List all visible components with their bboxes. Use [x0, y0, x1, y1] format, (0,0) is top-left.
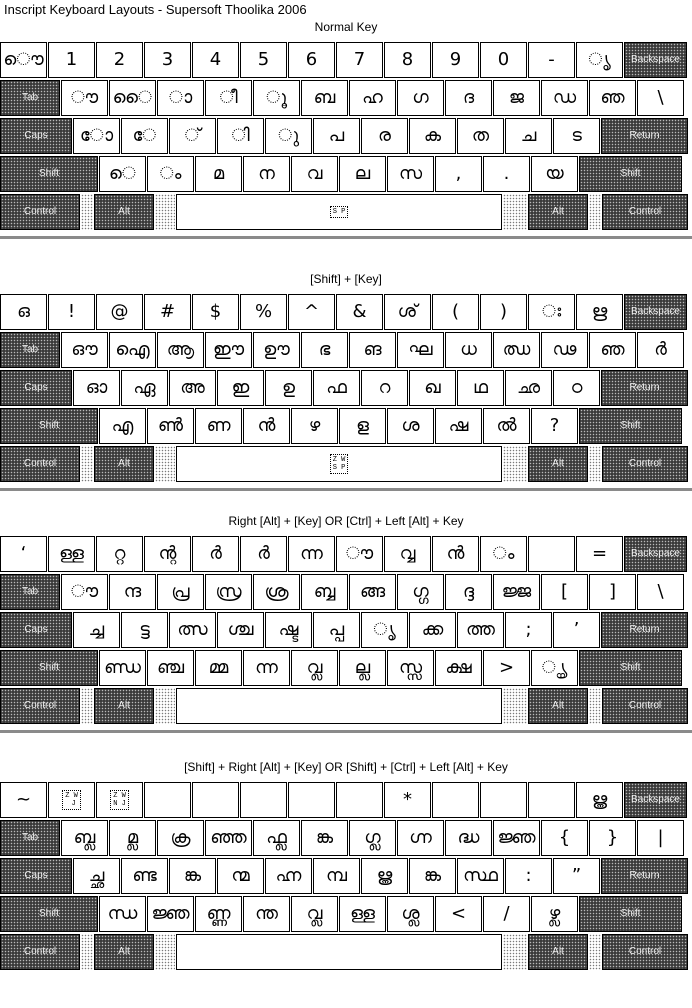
key-gap	[503, 934, 527, 970]
key-bottom-row[interactable]: ഴ	[291, 408, 338, 444]
key-home-row[interactable]: ത്സ	[169, 612, 216, 648]
key-top-row[interactable]: ]	[589, 574, 636, 610]
key-home-row[interactable]: ക്ക	[409, 612, 456, 648]
key-bottom-row[interactable]: മ്മ	[195, 650, 242, 686]
key-number-row[interactable]: റ്റ	[96, 536, 143, 572]
key-bottom-row[interactable]: ഞ്ച	[147, 650, 194, 686]
key-home-row[interactable]: ക	[409, 118, 456, 154]
key-home-row[interactable]: ഉ	[265, 370, 312, 406]
key-bottom-row[interactable]: ?	[531, 408, 578, 444]
caps-lock-key[interactable]: Caps	[0, 370, 72, 406]
key-number-row[interactable]: 2	[96, 42, 143, 78]
key-gap	[503, 446, 527, 482]
space-bar[interactable]	[176, 194, 502, 230]
left-shift-key[interactable]: Shift	[0, 896, 98, 932]
key-top-row[interactable]: |	[637, 820, 684, 856]
left-control-key[interactable]: Control	[0, 194, 80, 230]
key-number-row[interactable]: ം	[480, 536, 527, 572]
right-shift-key[interactable]: Shift	[579, 408, 682, 444]
key-gap	[155, 446, 175, 482]
key-row	[0, 782, 688, 818]
left-shift-key[interactable]: Shift	[0, 650, 98, 686]
key-bottom-row[interactable]: ശ്ല	[387, 896, 434, 932]
key-number-row[interactable]: &	[336, 294, 383, 330]
caps-lock-key[interactable]: Caps	[0, 612, 72, 648]
key-number-row[interactable]	[48, 782, 95, 818]
key-number-row[interactable]: ൻ	[432, 536, 479, 572]
key-number-row[interactable]: ർ	[240, 536, 287, 572]
key-bottom-row[interactable]: ഷ	[435, 408, 482, 444]
key-number-row[interactable]: ൌ	[0, 42, 47, 78]
tab-key[interactable]: Tab	[0, 80, 60, 116]
key-home-row[interactable]: സ്ഥ	[457, 858, 504, 894]
key-number-row[interactable]: 5	[240, 42, 287, 78]
key-home-row[interactable]: ഠ	[553, 370, 600, 406]
key-top-row[interactable]: ഞ	[589, 80, 636, 116]
key-number-row[interactable]: )	[480, 294, 527, 330]
key-row	[0, 194, 689, 230]
key-top-row[interactable]: പ്ര	[157, 574, 204, 610]
key-number-row[interactable]: -	[528, 42, 575, 78]
key-home-row[interactable]: മ്പ	[313, 858, 360, 894]
key-home-row[interactable]: ്	[169, 118, 216, 154]
space-bar[interactable]	[176, 934, 502, 970]
left-shift-key[interactable]: Shift	[0, 408, 98, 444]
key-home-row[interactable]: ”	[553, 858, 600, 894]
return-key[interactable]: Return	[601, 858, 688, 894]
right-alt-key[interactable]: Alt	[528, 446, 588, 482]
key-bottom-row[interactable]: ന്ധ	[99, 896, 146, 932]
key-bottom-row[interactable]: സ്സ	[387, 650, 434, 686]
key-bottom-row[interactable]: ല	[339, 156, 386, 192]
key-home-row[interactable]: ൃ	[361, 612, 408, 648]
tab-key[interactable]: Tab	[0, 820, 60, 856]
key-home-row[interactable]: അ	[169, 370, 216, 406]
key-number-row[interactable]: $	[192, 294, 239, 330]
key-home-row[interactable]: ഖ	[409, 370, 456, 406]
left-alt-key[interactable]: Alt	[94, 688, 154, 724]
return-key[interactable]: Return	[601, 612, 688, 648]
left-shift-key[interactable]: Shift	[0, 156, 98, 192]
key-bottom-row[interactable]: എ	[99, 408, 146, 444]
key-gap	[589, 688, 601, 724]
key-top-row[interactable]: ഫ്ല	[253, 820, 300, 856]
key-top-row[interactable]: ഡ	[541, 80, 588, 116]
key-home-row[interactable]: റ	[361, 370, 408, 406]
key-home-row[interactable]: ന്മ	[217, 858, 264, 894]
key-row	[0, 446, 689, 482]
key-number-row[interactable]: 6	[288, 42, 335, 78]
key-gap	[155, 688, 175, 724]
key-row	[0, 612, 689, 648]
key-bottom-row[interactable]: ം	[147, 156, 194, 192]
key-top-row[interactable]: ൗ	[61, 80, 108, 116]
key-row	[0, 408, 683, 444]
key-number-row[interactable]: ന്ന	[288, 536, 335, 572]
key-number-row[interactable]	[288, 782, 335, 818]
key-bottom-row[interactable]: വ്ല	[291, 896, 338, 932]
key-gap	[81, 446, 93, 482]
section-title: [Shift] + Right [Alt] + [Key] OR [Shift] + [Ctrl] + Left [Alt] + Key	[184, 760, 508, 774]
key-bottom-row[interactable]: ണ്ണ	[195, 896, 242, 932]
key-top-row[interactable]: ബ	[301, 80, 348, 116]
space-bar[interactable]	[176, 446, 502, 482]
key-number-row[interactable]: ഋ	[576, 294, 623, 330]
key-home-row[interactable]: ി	[217, 118, 264, 154]
key-top-row[interactable]: ക്ര	[157, 820, 204, 856]
key-gap	[81, 688, 93, 724]
key-top-row[interactable]: ഢ	[541, 332, 588, 368]
key-top-row[interactable]: ബ്ബ	[301, 574, 348, 610]
key-home-row[interactable]: ച്ഛ	[73, 858, 120, 894]
key-top-row[interactable]: ആ	[157, 332, 204, 368]
right-control-key[interactable]: Control	[602, 446, 688, 482]
key-home-row[interactable]: പ്പ	[313, 612, 360, 648]
key-number-row[interactable]: @	[96, 294, 143, 330]
space-marker: Z W S P	[330, 454, 349, 474]
key-top-row[interactable]: ജ	[493, 80, 540, 116]
key-row	[0, 42, 688, 78]
key-bottom-row[interactable]: ള്ള	[339, 896, 386, 932]
key-bottom-row[interactable]: വ	[291, 156, 338, 192]
key-top-row[interactable]: ൗ	[61, 574, 108, 610]
key-top-row[interactable]: ന്ദ	[109, 574, 156, 610]
key-top-row[interactable]: സ്ര	[205, 574, 252, 610]
key-bottom-row[interactable]: ൻ	[243, 408, 290, 444]
key-top-row[interactable]: ഔ	[61, 332, 108, 368]
key-top-row[interactable]: ഞ്ഞ	[205, 820, 252, 856]
key-number-row[interactable]: #	[144, 294, 191, 330]
key-number-row[interactable]	[336, 782, 383, 818]
tab-key[interactable]: Tab	[0, 332, 60, 368]
key-top-row[interactable]: ഗ	[397, 80, 444, 116]
section-title: Right [Alt] + [Key] OR [Ctrl] + Left [Alt] + Key	[228, 514, 464, 528]
key-top-row[interactable]: ഭ	[301, 332, 348, 368]
key-number-row[interactable]: !	[48, 294, 95, 330]
key-bottom-row[interactable]: യ	[531, 156, 578, 192]
key-row	[0, 896, 683, 932]
key-top-row[interactable]: ഹ	[349, 80, 396, 116]
key-home-row[interactable]: ത്ത	[457, 612, 504, 648]
key-row	[0, 156, 683, 192]
key-home-row[interactable]: ങ്ക	[409, 858, 456, 894]
key-bottom-row[interactable]: /	[483, 896, 530, 932]
key-home-row[interactable]: ണ്ട	[121, 858, 168, 894]
key-gap	[155, 194, 175, 230]
key-home-row[interactable]: ;	[505, 612, 552, 648]
key-bottom-row[interactable]: ന	[243, 156, 290, 192]
backspace-key[interactable]: Backspace	[624, 42, 687, 78]
left-control-key[interactable]: Control	[0, 688, 80, 724]
key-gap	[503, 194, 527, 230]
key-home-row[interactable]: േ	[121, 118, 168, 154]
key-number-row[interactable]: 3	[144, 42, 191, 78]
key-top-row[interactable]: ഐ	[109, 332, 156, 368]
right-control-key[interactable]: Control	[602, 688, 688, 724]
key-top-row[interactable]: ങ	[349, 332, 396, 368]
section-divider	[0, 730, 692, 733]
key-home-row[interactable]: ഷ്ട	[265, 612, 312, 648]
key-home-row[interactable]: ഫ	[313, 370, 360, 406]
key-bottom-row[interactable]: .	[483, 156, 530, 192]
key-number-row[interactable]: ൃ	[576, 42, 623, 78]
page-title: Inscript Keyboard Layouts - Supersoft Thoolika 2006	[4, 2, 307, 17]
key-number-row[interactable]: ~	[0, 782, 47, 818]
key-home-row[interactable]: ത	[457, 118, 504, 154]
key-number-row[interactable]: ഒ	[0, 294, 47, 330]
key-top-row[interactable]: ഗ്ന	[397, 820, 444, 856]
key-gap	[589, 446, 601, 482]
key-number-row[interactable]: ന്റ	[144, 536, 191, 572]
key-top-row[interactable]: ഘ	[397, 332, 444, 368]
key-home-row[interactable]: ൠ	[361, 858, 408, 894]
key-top-row[interactable]: ങ്ങ	[349, 574, 396, 610]
key-number-row[interactable]: ള്ള	[48, 536, 95, 572]
right-shift-key[interactable]: Shift	[579, 650, 682, 686]
key-bottom-row[interactable]: ണ്ഡ	[99, 650, 146, 686]
key-top-row[interactable]: ദ്ദ	[445, 574, 492, 610]
key-home-row[interactable]: ഏ	[121, 370, 168, 406]
key-top-row[interactable]: \	[637, 80, 684, 116]
key-bottom-row[interactable]: ൄ	[531, 650, 578, 686]
key-top-row[interactable]: മ്ല	[109, 820, 156, 856]
key-top-row[interactable]: ജ്ജ	[493, 574, 540, 610]
key-top-row[interactable]: ദ	[445, 80, 492, 116]
key-top-row[interactable]: [	[541, 574, 588, 610]
key-row	[0, 332, 685, 368]
key-home-row[interactable]: ു	[265, 118, 312, 154]
key-bottom-row[interactable]: ൺ	[147, 408, 194, 444]
key-bottom-row[interactable]: ശ	[387, 408, 434, 444]
key-number-row[interactable]: 4	[192, 42, 239, 78]
key-home-row[interactable]: ട	[553, 118, 600, 154]
right-control-key[interactable]: Control	[602, 934, 688, 970]
section-title: [Shift] + [Key]	[310, 272, 382, 286]
left-control-key[interactable]: Control	[0, 934, 80, 970]
key-bottom-row[interactable]: ണ	[195, 408, 242, 444]
key-number-row[interactable]: 7	[336, 42, 383, 78]
section-title: Normal Key	[314, 20, 378, 34]
zero-width-marker: Z W N J	[110, 790, 129, 810]
key-bottom-row[interactable]: <	[435, 896, 482, 932]
key-home-row[interactable]: പ	[313, 118, 360, 154]
key-number-row[interactable]: ൠ	[576, 782, 623, 818]
key-top-row[interactable]: ഗ്ഗ	[397, 574, 444, 610]
key-bottom-row[interactable]: ന്ന	[243, 650, 290, 686]
caps-lock-key[interactable]: Caps	[0, 118, 72, 154]
right-shift-key[interactable]: Shift	[579, 156, 682, 192]
backspace-key[interactable]: Backspace	[624, 536, 687, 572]
key-number-row[interactable]	[96, 782, 143, 818]
key-home-row[interactable]: :	[505, 858, 552, 894]
key-bottom-row[interactable]: െ	[99, 156, 146, 192]
key-home-row[interactable]: ച	[505, 118, 552, 154]
key-home-row[interactable]: ട്ട	[121, 612, 168, 648]
right-control-key[interactable]: Control	[602, 194, 688, 230]
key-row	[0, 858, 689, 894]
key-number-row[interactable]	[528, 782, 575, 818]
key-row	[0, 820, 685, 856]
key-number-row[interactable]: ഃ	[528, 294, 575, 330]
key-home-row[interactable]: ഥ	[457, 370, 504, 406]
left-alt-key[interactable]: Alt	[94, 446, 154, 482]
key-top-row[interactable]: ശ്ര	[253, 574, 300, 610]
key-top-row[interactable]: ജ്ഞ	[493, 820, 540, 856]
key-top-row[interactable]: ബ്ല	[61, 820, 108, 856]
key-number-row[interactable]	[432, 782, 479, 818]
right-alt-key[interactable]: Alt	[528, 688, 588, 724]
key-number-row[interactable]: ^	[288, 294, 335, 330]
key-row	[0, 536, 688, 572]
zero-width-marker: Z W J	[62, 790, 81, 810]
key-top-row[interactable]: ങ്ക	[301, 820, 348, 856]
key-number-row[interactable]: വ്വ	[384, 536, 431, 572]
right-alt-key[interactable]: Alt	[528, 934, 588, 970]
key-top-row[interactable]: ൂ	[253, 80, 300, 116]
key-home-row[interactable]: ശ്ച	[217, 612, 264, 648]
right-shift-key[interactable]: Shift	[579, 896, 682, 932]
key-number-row[interactable]	[144, 782, 191, 818]
key-number-row[interactable]: ‘	[0, 536, 47, 572]
space-bar[interactable]	[176, 688, 502, 724]
key-bottom-row[interactable]: ന്ത	[243, 896, 290, 932]
key-row	[0, 688, 689, 724]
key-top-row[interactable]: ദ്ധ	[445, 820, 492, 856]
key-number-row[interactable]: =	[576, 536, 623, 572]
key-row	[0, 118, 689, 154]
section-divider	[0, 488, 692, 491]
key-bottom-row[interactable]: ജ്ഞ	[147, 896, 194, 932]
key-top-row[interactable]: \	[637, 574, 684, 610]
key-row	[0, 574, 685, 610]
key-bottom-row[interactable]: ല്ല	[339, 650, 386, 686]
key-number-row[interactable]: ൗ	[336, 536, 383, 572]
key-top-row[interactable]: ർ	[637, 332, 684, 368]
backspace-key[interactable]: Backspace	[624, 294, 687, 330]
key-home-row[interactable]: ഓ	[73, 370, 120, 406]
key-number-row[interactable]: 1	[48, 42, 95, 78]
space-marker: S P	[330, 206, 349, 218]
left-alt-key[interactable]: Alt	[94, 934, 154, 970]
left-control-key[interactable]: Control	[0, 446, 80, 482]
key-number-row[interactable]: *	[384, 782, 431, 818]
key-number-row[interactable]: ർ	[192, 536, 239, 572]
key-row	[0, 370, 689, 406]
key-home-row[interactable]: ോ	[73, 118, 120, 154]
key-gap	[589, 934, 601, 970]
key-top-row[interactable]: ഊ	[253, 332, 300, 368]
key-gap	[81, 194, 93, 230]
key-top-row[interactable]: }	[589, 820, 636, 856]
key-number-row[interactable]	[240, 782, 287, 818]
key-bottom-row[interactable]: ള	[339, 408, 386, 444]
key-row	[0, 650, 683, 686]
key-top-row[interactable]: ധ	[445, 332, 492, 368]
key-bottom-row[interactable]: മ	[195, 156, 242, 192]
key-bottom-row[interactable]: >	[483, 650, 530, 686]
key-home-row[interactable]: ഹ്ന	[265, 858, 312, 894]
key-number-row[interactable]	[528, 536, 575, 572]
key-number-row[interactable]	[192, 782, 239, 818]
key-number-row[interactable]: (	[432, 294, 479, 330]
key-home-row[interactable]: ’	[553, 612, 600, 648]
key-bottom-row[interactable]: ക്ഷ	[435, 650, 482, 686]
key-top-row[interactable]: {	[541, 820, 588, 856]
key-number-row[interactable]	[480, 782, 527, 818]
key-row	[0, 80, 685, 116]
right-alt-key[interactable]: Alt	[528, 194, 588, 230]
key-bottom-row[interactable]: ,	[435, 156, 482, 192]
key-top-row[interactable]: ീ	[205, 80, 252, 116]
key-home-row[interactable]: ങ്ക	[169, 858, 216, 894]
key-top-row[interactable]: ൈ	[109, 80, 156, 116]
key-gap	[155, 934, 175, 970]
key-number-row[interactable]: 9	[432, 42, 479, 78]
key-bottom-row[interactable]: സ	[387, 156, 434, 192]
key-number-row[interactable]: 0	[480, 42, 527, 78]
key-gap	[503, 688, 527, 724]
key-bottom-row[interactable]: വ്ല	[291, 650, 338, 686]
key-home-row[interactable]: ഇ	[217, 370, 264, 406]
key-top-row[interactable]: ഗ്ല	[349, 820, 396, 856]
left-alt-key[interactable]: Alt	[94, 194, 154, 230]
key-home-row[interactable]: ര	[361, 118, 408, 154]
section-divider	[0, 236, 692, 239]
key-gap	[589, 194, 601, 230]
key-top-row[interactable]: ഞ	[589, 332, 636, 368]
key-gap	[81, 934, 93, 970]
tab-key[interactable]: Tab	[0, 574, 60, 610]
key-bottom-row[interactable]: ൽ	[483, 408, 530, 444]
return-key[interactable]: Return	[601, 118, 688, 154]
return-key[interactable]: Return	[601, 370, 688, 406]
key-home-row[interactable]: ച്ച	[73, 612, 120, 648]
key-bottom-row[interactable]: ഴ്ല	[531, 896, 578, 932]
key-number-row[interactable]: 8	[384, 42, 431, 78]
key-row	[0, 294, 688, 330]
key-home-row[interactable]: ഛ	[505, 370, 552, 406]
backspace-key[interactable]: Backspace	[624, 782, 687, 818]
key-number-row[interactable]: %	[240, 294, 287, 330]
key-top-row[interactable]: ഝ	[493, 332, 540, 368]
key-number-row[interactable]: ശ്	[384, 294, 431, 330]
key-top-row[interactable]: ാ	[157, 80, 204, 116]
key-top-row[interactable]: ഈ	[205, 332, 252, 368]
key-row	[0, 934, 689, 970]
caps-lock-key[interactable]: Caps	[0, 858, 72, 894]
